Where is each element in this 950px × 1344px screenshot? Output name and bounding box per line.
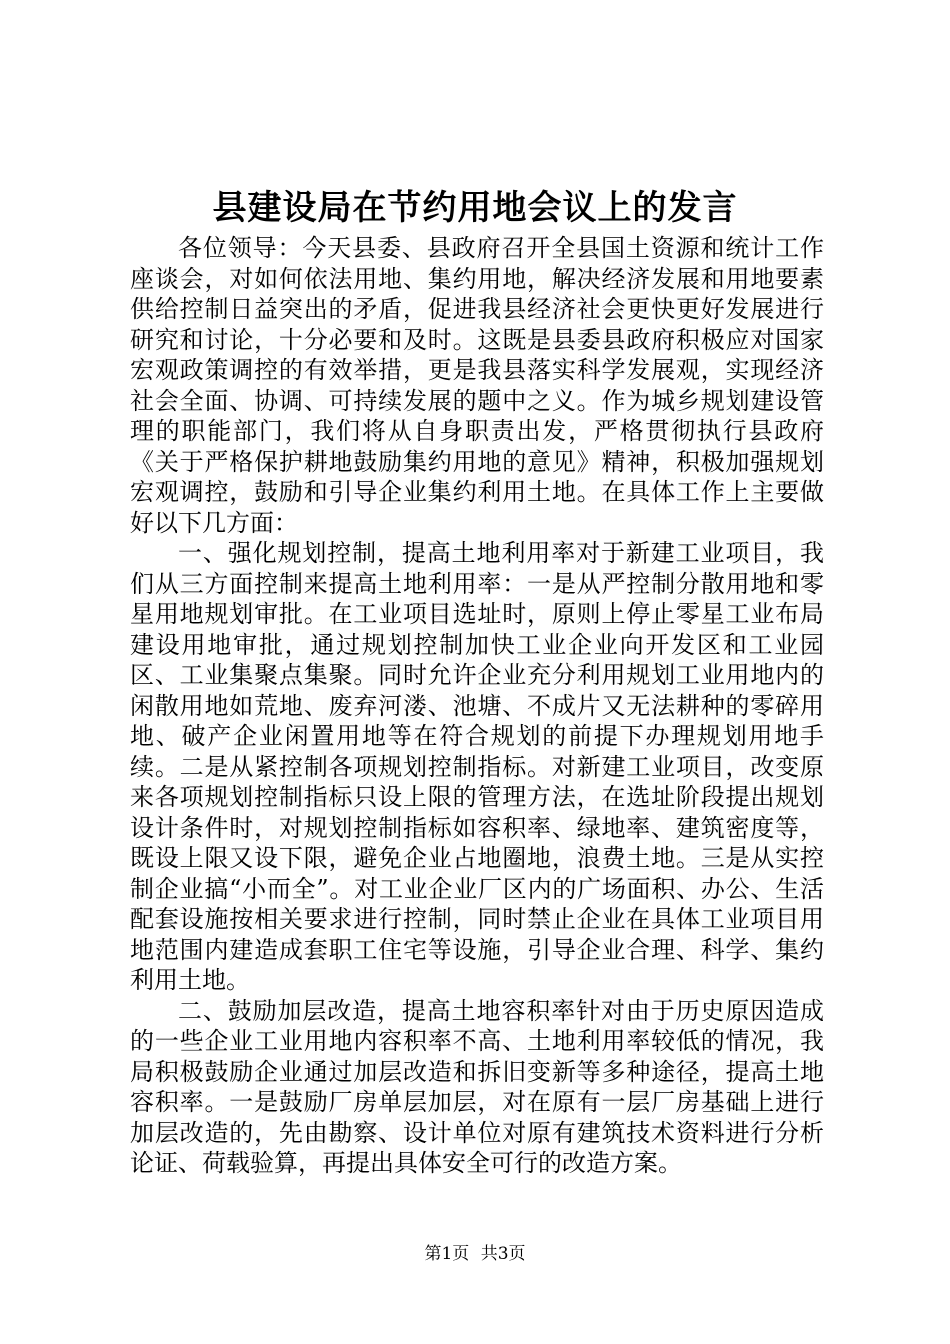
paragraph-section-2: 二、鼓励加层改造，提高土地容积率针对由于历史原因造成的一些企业工业用地内容积率不高、土地利用率较低的情况，我局积极鼓励企业通过加层改造和拆旧变新等多种途径，提高土地容积率。一是鼓励厂房单层加层，对在原有一层厂房基础上进行加层改造的，先由勘察、设计单位对原有建筑技术资料进行分析论证、荷载验算，再提出具体安全可行的改造方案。 [130,996,824,1177]
paragraph-section-1: 一、强化规划控制，提高土地利用率对于新建工业项目，我们从三方面控制来提高土地利用率：一是从严控制分散用地和零星用地规划审批。在工业项目选址时，原则上停止零星工业布局建设用地审批，通过规划控制加快工业企业向开发区和工业园区、工业集聚点集聚。同时允许企业充分利用规划工业用地内的闲散用地如荒地、废弃河溇、池塘、不成片又无法耕种的零碎用地、破产企业闲置用地等在符合规划的前提下办理规划用地手续。二是从紧控制各项规划控制指标。对新建工业项目，改变原来各项规划控制指标只设上限的管理方法，在选址阶段提出规划设计条件时，对规划控制指标如容积率、绿地率、建筑密度等，既设上限又设下限，避免企业占地圈地，浪费土地。三是从实控制企业搞“小而全”。对工业企业厂区内的广场面积、办公、生活配套设施按相关要求进行控制，同时禁止企业在具体工业项目用地范围内建造成套职工住宅等设施，引导企业合理、科学、集约利用土地。 [130,539,824,994]
document-body [130,233,824,1179]
document-title: 县建设局在节约用地会议上的发言 [212,188,738,228]
page-footer: 第1页 共3页 [424,1244,526,1264]
paragraph-intro: 各位领导：今天县委、县政府召开全县国土资源和统计工作座谈会，对如何依法用地、集约用地，解决经济发展和用地要素供给控制日益突出的矛盾，促进我县经济社会更快更好发展进行研究和讨论，十分必要和及时。这既是县委县政府积极应对国家宏观政策调控的有效举措，更是我县落实科学发展观，实现经济社会全面、协调、可持续发展的题中之义。作为城乡规划建设管理的职能部门，我们将从自身职责出发，严格贯彻执行县政府《关于严格保护耕地鼓励集约用地的意见》精神，积极加强规划宏观调控，鼓励和引导企业集约利用土地。在具体工作上主要做好以下几方面： [130,234,824,537]
